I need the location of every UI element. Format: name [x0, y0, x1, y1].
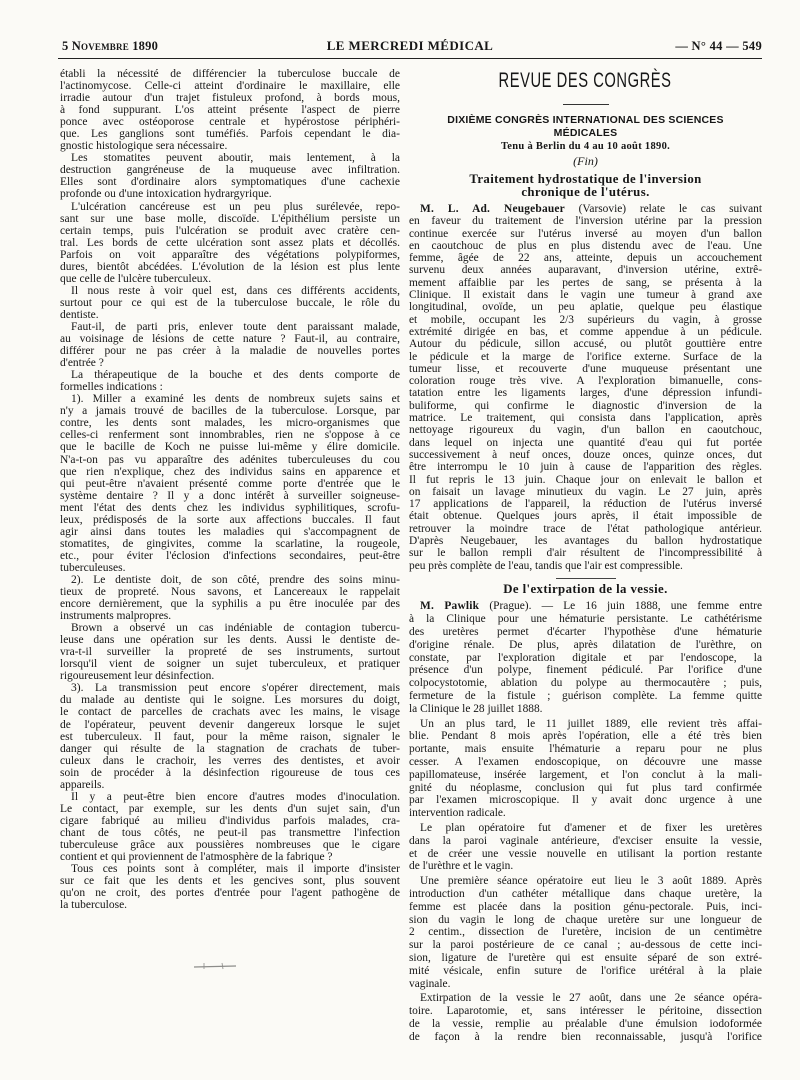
- text-line: la Clinique le 28 juillet 1888.: [409, 702, 543, 715]
- text-line: système dentaire ? Il y a donc intérêt à surveiller soigneuse-: [60, 489, 400, 502]
- text-line: blie. Pendant 8 mois après l'opération, elle a été très bien: [409, 730, 762, 743]
- article-separator-rule: [556, 578, 616, 579]
- text-line: lorsqu'il vient de soigner un sujet tuberculeux, et pratiquer: [60, 658, 400, 671]
- paragraph: [60, 574, 400, 622]
- paragraph: [409, 203, 762, 572]
- text-line: de la vessie, remplie au préalable d'une émulsion iodoformée: [409, 1017, 762, 1030]
- text-line: tuberculeuses.: [60, 561, 126, 574]
- text-line: que le bacille de Koch ne puisse lui-même y élire domicile.: [60, 441, 400, 454]
- text-line: appareils.: [60, 778, 105, 791]
- text-line: en caoutchouc de plus en plus distendu avec de l'eau. Une: [409, 239, 762, 252]
- text-line: surtout pour ce qui est de la tuberculose buccale, le rôle du: [60, 296, 400, 309]
- congress-dates: Tenu à Berlin du 4 au 10 août 1890.: [500, 141, 671, 152]
- text-line: La thérapeutique de la bouche et des dents comporte de: [71, 369, 400, 382]
- text-line: n'y a jamais trouvé de bacilles de la tuberculose. Lorsque, par: [60, 405, 400, 418]
- text-line: dans la paroi vaginale antérieure, d'exciser ensuite la vessie,: [409, 834, 762, 847]
- text-line: à fond suppurant. L'os atteint présente l'aspect de pierre: [60, 104, 400, 117]
- text-line: dures, bientôt abcédées. L'évolution de la lésion est plus lente: [60, 260, 400, 273]
- article-title-line: chronique de l'utérus.: [521, 184, 650, 199]
- text-line: et mobile, occupant les 2/3 supérieurs du vagin, à grosse: [409, 313, 762, 326]
- text-line: [409, 600, 762, 613]
- text-line: nettoyage rigoureux du vagin, d'un ballon en caoutchouc,: [409, 424, 762, 437]
- text-line: sur ce fait que les dents et les gencives sont, plus souvent: [60, 875, 400, 888]
- text-line: matrice. Le traitement, qui consista dans l'application, après: [409, 412, 762, 425]
- text-line: Extirpation de la vessie le 27 août, dans une 2e séance opéra-: [420, 992, 762, 1005]
- text-line: Elles sont d'ordinaire alors symptomatiques d'une cachexie: [60, 176, 400, 189]
- text-line: qui peut-être n'avaient présenté comme porte d'entrée que le: [60, 477, 400, 490]
- text-line: tral. Les bords de cette ulcération sont assez plats et décollés.: [60, 236, 400, 249]
- text-line: le contact de parcelles de crachats avec les mains, le visage: [60, 706, 400, 719]
- author-name: M. L. Ad. Neugebauer: [420, 203, 565, 215]
- text-line: contre, les dents sont malades, les micro-organismes que: [60, 417, 400, 430]
- text-line: rigoureusement leur désinfection.: [60, 670, 215, 683]
- paragraph: [60, 68, 400, 152]
- continuation-note: (Fin): [573, 154, 598, 168]
- text-line: culeux dans le crachoir, les verres des dentistes, et avoir: [60, 754, 400, 767]
- paragraph: [60, 369, 400, 393]
- article-title: [409, 583, 762, 596]
- text-line: tatation entre les ligaments larges, d'une dépression infundi-: [409, 387, 762, 400]
- text-line: sur le ballon rempli d'air résultent de l'incompressibilité à: [409, 547, 762, 560]
- text-line: agir ainsi dans toutes les maladies qui s'accompagnent de: [60, 525, 400, 538]
- text-line: constate, par l'exploration digitale et par l'endoscope, la: [409, 651, 762, 664]
- text-line: irradie autour d'un trajet fistuleux profond, à bords mous,: [60, 92, 400, 105]
- text-line: celles-ci renferment sont innombrables, rien ne s'oppose à ce: [60, 429, 400, 442]
- text-line: 2 centim., dissection de l'uretère, incision de un centimètre: [409, 926, 762, 939]
- text-line: 1). Miller a examiné les dents de nombreux sujets sains et: [71, 393, 400, 406]
- text-line: survenu deux années auparavant, d'inversion utérine, extrê-: [409, 264, 762, 277]
- text-line: toire. Laparotomie, et, sans intéresser le péritoine, dissection: [409, 1005, 762, 1018]
- text-line: de l'opérateur, peuvent devenir dangereux lorsque le sujet: [60, 718, 400, 731]
- text-line: Le contact, par exemple, sur les dents d'un sujet sain, d'un: [60, 802, 400, 815]
- text-line: à la Clinique pour une hématurie persistante. Le cathétérisme: [409, 613, 762, 626]
- text-line: instruments malpropres.: [60, 610, 172, 623]
- text-line: certain temps, puis l'ulcération se produit avec cratère cen-: [60, 224, 400, 237]
- text-line: Le plan opératoire fut d'amener et de fixer les uretères: [420, 821, 762, 834]
- text-line: papillomateuse, insérée largement, et l'on conclut à la mali-: [409, 768, 762, 781]
- text-line: danger qui résulte de la stagnation de crachats de tuber-: [60, 742, 400, 755]
- congress-title-line: MÉDICALES: [553, 127, 618, 139]
- text-line: coloration rouge très vive. A l'exploration bimanuelle, cons-: [409, 375, 762, 388]
- text-line: soin de procéder à la désinfection rigoureuse de tous ces: [60, 766, 400, 779]
- text-line: dentiste.: [60, 308, 99, 321]
- text-line: cesser. A l'examen endoscopique, on découvre une masse: [409, 755, 762, 768]
- paragraph: [60, 321, 400, 369]
- text-line: gnostic histologique sera nécessaire.: [60, 140, 228, 153]
- paragraph: [409, 822, 762, 873]
- text-line: en faveur du traitement de l'inversion utérine par la pression: [409, 215, 762, 228]
- line-text: (Prague). — Le 16 juin 1888, une femme entre: [489, 600, 762, 613]
- journal-title: LE MERCREDI MÉDICAL: [326, 38, 494, 53]
- text-line: est tuberculeux. Il faut, pour la même raison, signaler le: [60, 730, 400, 743]
- text-line: l'actinomycose. Celle-ci atteint d'ordinaire le maxillaire, elle: [60, 80, 400, 93]
- paragraph: [409, 600, 762, 715]
- text-line: longitudinal, ovoïde, un peu aplatie, quelque peu élastique: [409, 301, 762, 314]
- text-line: etc., pour éviter l'éclosion d'infections secondaires, peut-être: [60, 549, 400, 562]
- text-line: des uretères permet d'écarter l'hypothèse d'une hématurie: [409, 626, 762, 638]
- text-line: ment l'état des dents chez les individus syphilitiques, scrofu-: [60, 501, 400, 514]
- text-line: qu'on ne croit, des portes d'entrée pour l'agent pathogène de: [60, 887, 400, 900]
- paragraph: [409, 875, 762, 990]
- text-line: leuse dans une opération sur les dents. Aussi le dentiste de-: [60, 634, 400, 647]
- text-line: D'après Neugebauer, les avantages du ballon hydrostatique: [409, 535, 762, 548]
- congress-title-line: DIXIÈME CONGRÈS INTERNATIONAL DES SCIENCES: [447, 114, 724, 126]
- article-body: [409, 600, 762, 1043]
- line-text: (Varsovie) relate le cas suivant: [578, 203, 762, 215]
- text-line: Il nous reste à voir quel est, dans ces différents accidents,: [71, 284, 400, 297]
- text-line: buliforme, qui confirme le diagnostic d'inversion de la: [409, 399, 762, 412]
- author-name: M. Pawlik: [420, 600, 480, 613]
- text-line: Tous ces points sont à compléter, mais il importe d'insister: [71, 863, 400, 876]
- text-line: stomatites, de gingivites, comme la scarlatine, la rougeole,: [60, 537, 400, 550]
- congress-title: [409, 114, 762, 140]
- text-line: et de créer une vessie nouvelle en utilisant la portion restante: [409, 847, 762, 860]
- right-column: [409, 68, 762, 1046]
- paragraph: [60, 393, 400, 574]
- left-column: [60, 68, 400, 911]
- text-line: être interrompu le 10 juin à cause de l'apparition des règles.: [409, 461, 762, 474]
- text-line: était obtenue. Quelques jours après, il était impossible de: [409, 510, 762, 523]
- text-line: Les stomatites peuvent aboutir, mais lentement, à la: [71, 152, 400, 165]
- paragraph: [60, 622, 400, 682]
- text-line: Il fut repris le 13 juin. Chaque jour on enlevait le ballon et: [409, 473, 762, 486]
- text-line: Il y a peut-être bien encore d'autres modes d'inoculation.: [71, 790, 400, 803]
- section-title: [409, 70, 762, 100]
- running-header: [58, 37, 762, 55]
- text-line: mité vésicale, enfin suture de l'orifice urétéral à la plaie: [409, 964, 762, 977]
- article-body: [409, 203, 762, 572]
- text-line: tieux de propreté. Nous savons, et Lancereaux le rappelait: [60, 586, 400, 599]
- text-line: par l'examen microscopique. Il y avait donc urgence à une: [409, 794, 762, 807]
- article-pawlik: [409, 583, 762, 1044]
- issue-and-page-number: — N° 44 — 549: [675, 39, 762, 53]
- text-line: femme est placée dans la position génu-pectorale. Puis, inci-: [409, 900, 762, 913]
- text-line: colpocystotomie, ablation du polype au thermocautère ; puis,: [409, 677, 762, 690]
- paragraph: [60, 201, 400, 285]
- text-line: gnité du néoplasme, conclusion qui fut plus tard confirmée: [409, 781, 762, 794]
- text-line: tuberculeuse grâce aux poussières nombreuses que le cigare: [60, 839, 400, 851]
- text-line: retrouver la moindre trace de l'état pathologique antérieur.: [409, 522, 762, 535]
- text-line: tumeur lisse, et recouverte d'une muqueuse présentant une: [409, 362, 762, 375]
- text-line: introduction d'un cathéter métallique dans chaque uretère, la: [409, 887, 762, 900]
- text-line: peu près complète de l'eau, tandis que l'air est compressible.: [409, 559, 683, 572]
- paragraph: [60, 791, 400, 863]
- text-line: ponce avec ostéoporose centrale et hypérostose périphéri-: [60, 116, 400, 129]
- paragraph: [409, 718, 762, 820]
- article-title-line: Traitement hydrostatique de l'inversion: [469, 172, 702, 186]
- text-line: chant de tous côtés, ne peut-il pas transmettre l'infection: [60, 826, 400, 839]
- text-line: intervention radicale.: [409, 807, 506, 820]
- text-line: Autour du pédicule, sillon accusé, ou plutôt gouttière entre: [409, 338, 762, 351]
- text-line: établi la nécessité de différencier la tuberculose buccale de: [60, 68, 400, 80]
- text-line: formelles indications :: [60, 381, 163, 394]
- paragraph: [409, 992, 762, 1043]
- text-line: N'a-t-on pas vu apparaître des adénites tuberculeuses du cou: [60, 453, 400, 466]
- text-line: on faisait un lavage minutieux du vagin. Le 27 juin, après: [409, 485, 762, 498]
- text-line: femme, âgée de 22 ans, atteinte, depuis un accouchement: [409, 252, 762, 265]
- article-title: [409, 173, 762, 198]
- title-rule: [563, 104, 609, 105]
- text-line: la tuberculose.: [60, 899, 128, 912]
- text-line: mement affaiblie par les pertes de sang, se présenta à la: [409, 276, 762, 289]
- text-line: que rien n'explique, chez des individus sains en apparence et: [60, 465, 400, 478]
- text-line: sur la paroi postérieure de ce canal ; au-dessous de cette inci-: [409, 939, 762, 952]
- text-line: Faut-il, de parti pris, enlever toute dent paraissant malade,: [71, 320, 400, 333]
- text-line: L'ulcération cancéreuse est un peu plus surélevée, repo-: [71, 200, 400, 213]
- text-line: extrémité dirigée en bas, et comme appendue à un pédicule.: [409, 325, 762, 338]
- text-line: du malade au dentiste qui le soigne. Les morsures du doigt,: [60, 694, 400, 707]
- text-line: d'origine rénale. De plus, après dilatation de l'urèthre, on: [409, 638, 762, 651]
- issue-date: 5 Novembre 1890: [62, 39, 159, 53]
- text-line: dans lequel on injecta une quantité d'eau qui fut portée: [409, 436, 762, 449]
- text-line: Parfois on voit apparaître des végétations polypiformes,: [60, 248, 400, 261]
- text-line: vra-t-il surveiller la propreté de ses instruments, surtout: [60, 646, 400, 659]
- text-line: sant sur une base molle, discoïde. L'épithélium persiste un: [60, 212, 400, 225]
- text-line: 2). Le dentiste doit, de son côté, prendre des soins minu-: [71, 573, 400, 586]
- header-rule: [58, 58, 762, 59]
- text-line: cigare fabriqué au milieu d'individus parfois malades, cra-: [60, 814, 400, 827]
- section-title-text: REVUE DES CONGRÈS: [499, 70, 672, 93]
- text-line: Brown a observé un cas indéniable de contagion tubercu-: [71, 622, 400, 635]
- text-line: encore dernièrement, que la syphilis a pu être inoculée par des: [60, 598, 400, 611]
- text-line: successivement à neuf onces, douze onces, quinze onces, dut: [409, 448, 762, 461]
- text-line: d'entrée ?: [60, 357, 104, 370]
- text-line: sion, ligature de l'uretère qui est ensuite séparé de son extré-: [409, 951, 762, 964]
- text-line: [409, 203, 762, 215]
- text-line: que. Les ganglions sont tuméfiés. Parfois cependant le dia-: [60, 128, 400, 141]
- article-continuation-text: [60, 68, 400, 911]
- text-line: destruction gangréneuse de la muqueuse avec infiltration.: [60, 164, 400, 177]
- text-line: sion du vagin le long de chaque uretère sur une longueur de: [409, 913, 762, 926]
- text-line: fermeture de la fistule ; guérison complète. La femme quitte: [409, 689, 762, 702]
- text-line: présence d'un polype, finement pédiculé. Par l'orifice d'une: [409, 664, 762, 677]
- text-line: Une première séance opératoire eut lieu le 3 août 1889. Après: [420, 875, 762, 888]
- text-line: portante, mais ensuite l'hématurie a reparu pour ne plus: [409, 743, 762, 756]
- text-line: 17 applications de l'appareil, la réduction de l'utérus inversé: [409, 498, 762, 511]
- text-line: de façon à la rendre bien reconnaissable, jusqu'à l'orifice: [409, 1030, 762, 1043]
- paragraph: [60, 285, 400, 321]
- article-neugebauer: [409, 173, 762, 572]
- article-title-line: De l'extirpation de la vessie.: [503, 581, 668, 596]
- paragraph: [60, 152, 400, 200]
- text-line: contient et qui proviennent de l'atmosphère de la fabrique ?: [60, 851, 333, 864]
- text-line: au voisinage de lésions de cette nature ? Faut-il, au contraire,: [60, 333, 400, 346]
- paragraph: [60, 682, 400, 790]
- text-line: que celle de l'ulcère tuberculeux.: [60, 272, 212, 285]
- printer-ornament: [192, 960, 238, 972]
- text-line: le pédicule et la marge de l'orifice externe. Surface de la: [409, 350, 762, 363]
- text-line: profonde ou d'une intoxication hydrargyrique.: [60, 188, 272, 201]
- text-line: vaginale.: [409, 977, 451, 990]
- text-line: Clinique. Il existait dans le vagin une tumeur à grand axe: [409, 289, 762, 302]
- text-line: leux, prédisposés de la sorte aux affections buccales. Il faut: [60, 513, 400, 526]
- text-line: de l'urèthre et le vagin.: [409, 860, 514, 873]
- text-line: continue exercée sur l'utérus inversé au moyen d'un ballon: [409, 227, 762, 240]
- paragraph: [60, 863, 400, 911]
- text-line: 3). La transmission peut encore s'opérer directement, mais: [71, 682, 400, 695]
- text-line: différer pour ne pas créer à la maladie de nouvelles portes: [60, 345, 400, 358]
- text-line: Un an plus tard, le 11 juillet 1889, elle revient très affai-: [420, 717, 762, 730]
